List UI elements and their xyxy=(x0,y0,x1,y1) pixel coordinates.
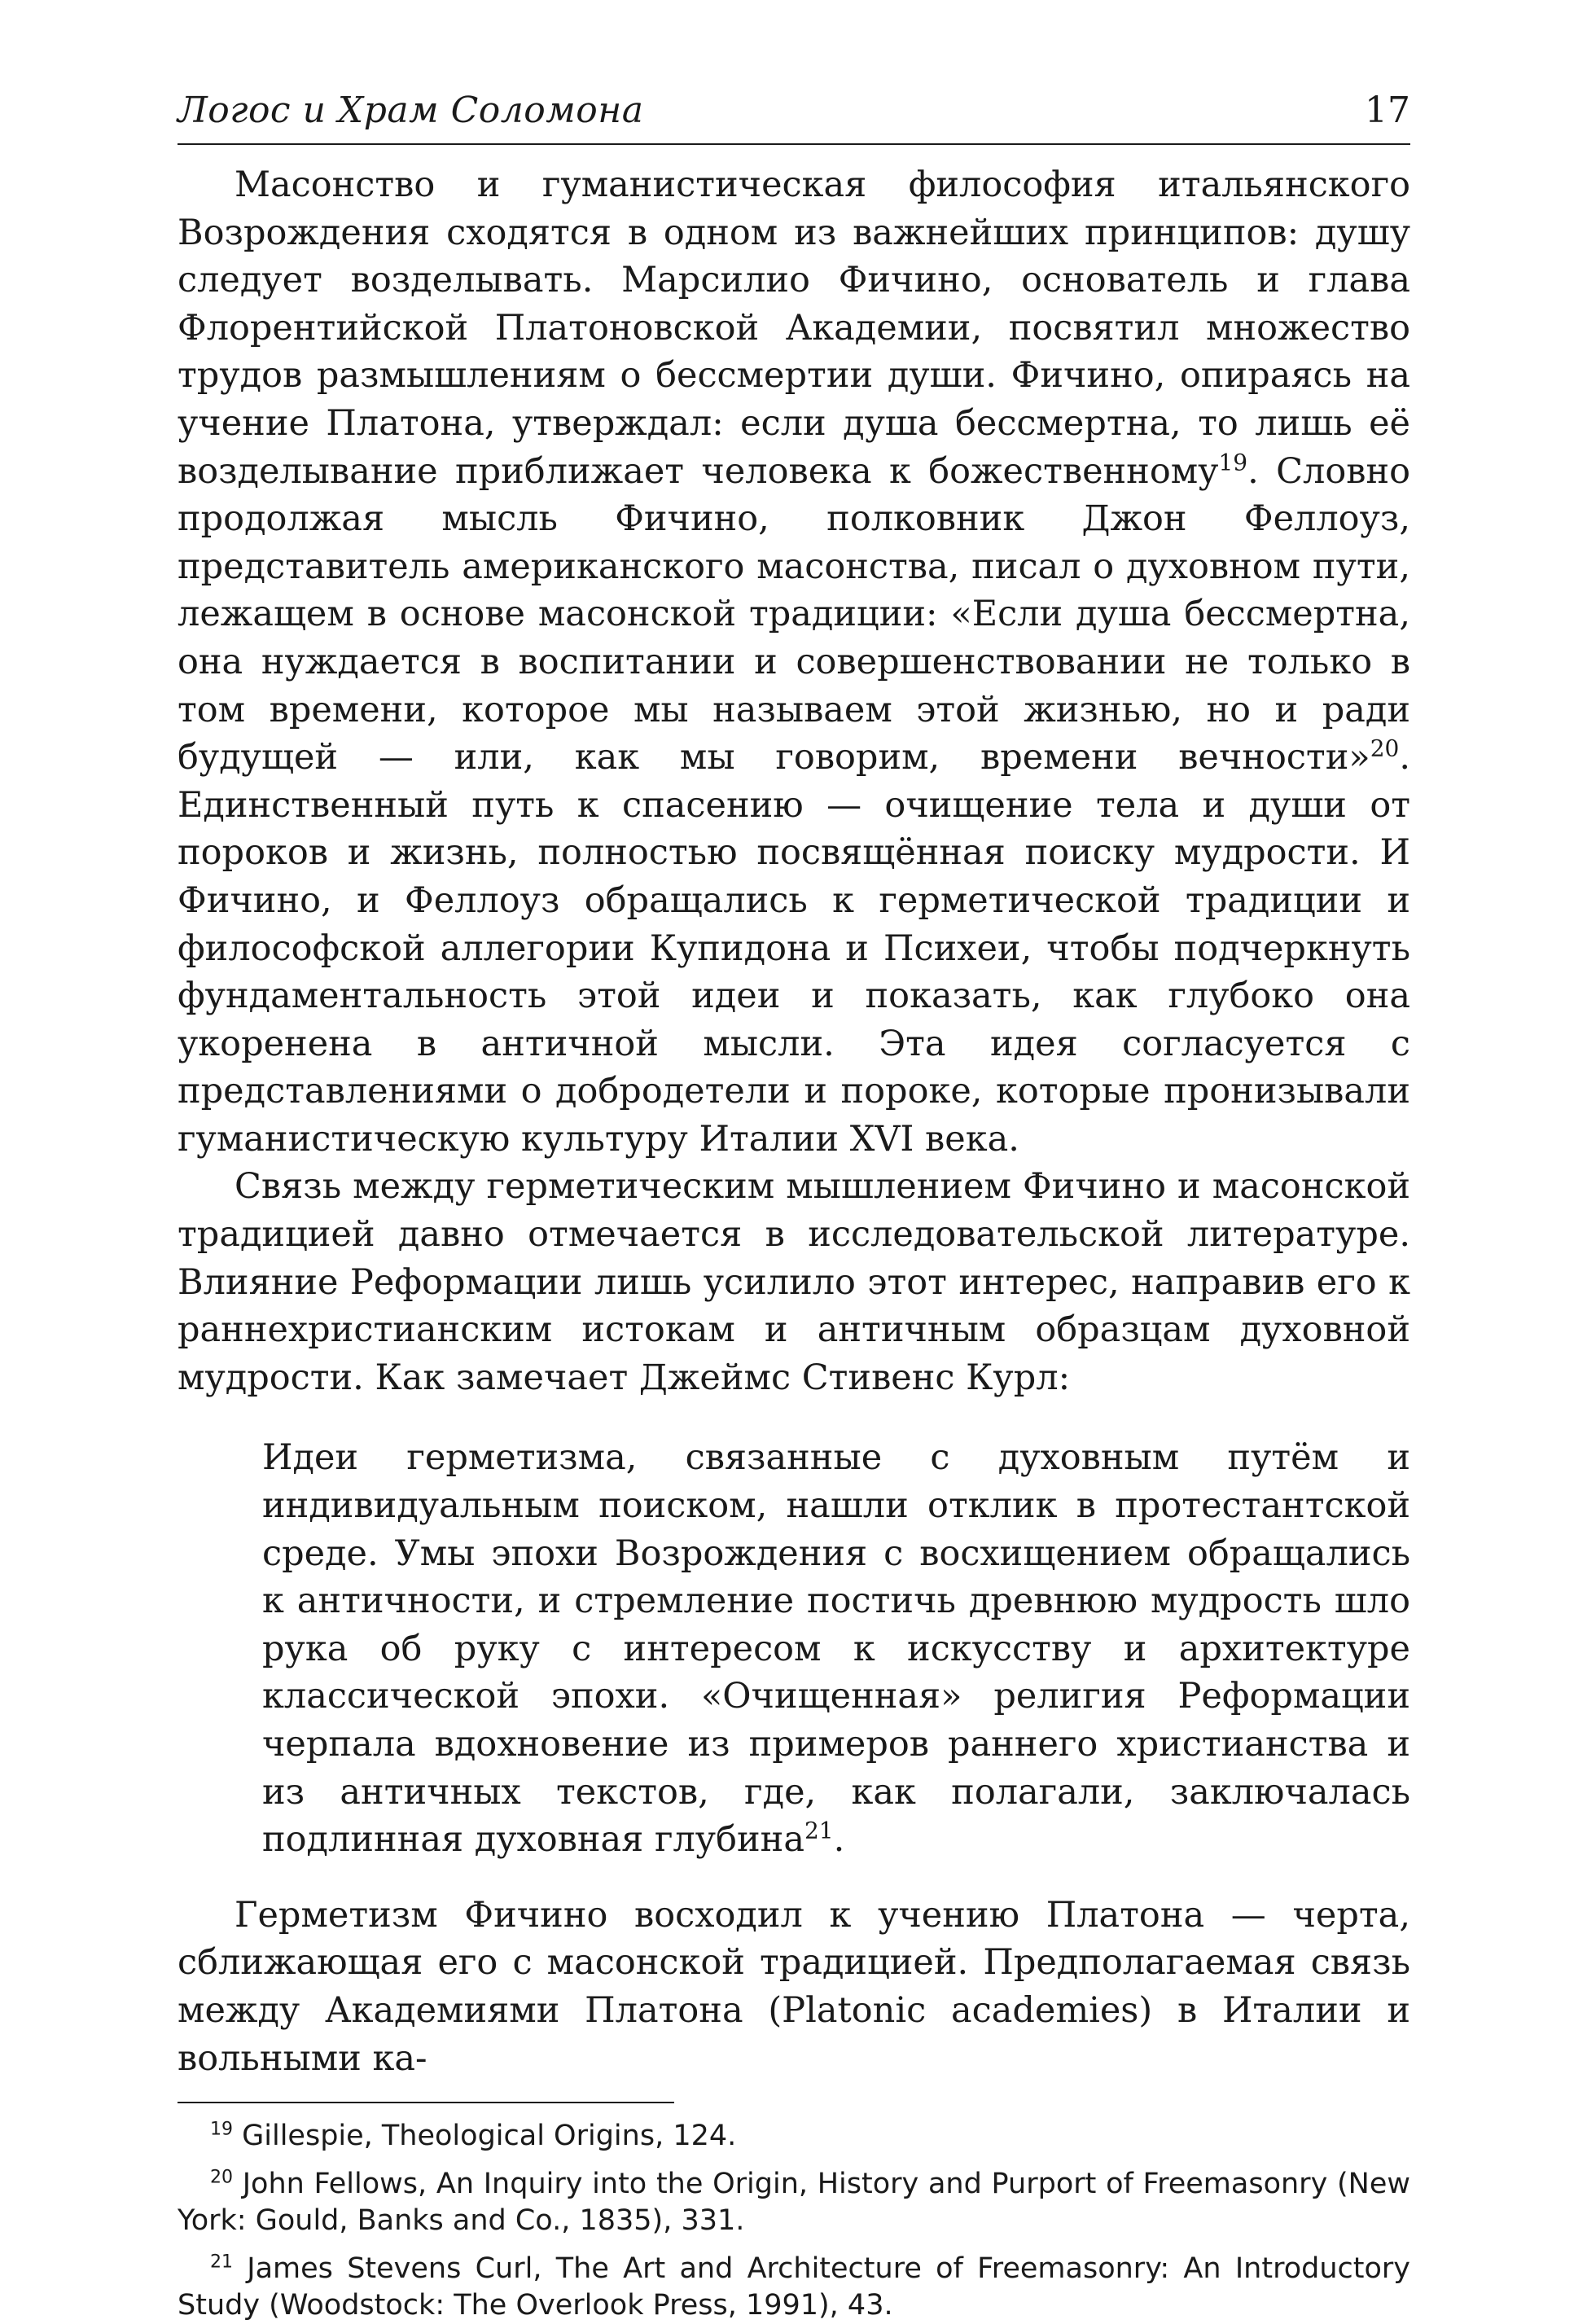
footnote-ref-21: 21 xyxy=(804,1817,834,1844)
paragraph-3: Герметизм Фичино восходил к учению Платона — черта, сближающая его с масонской традицией. Предполагаемая связь между Академиями Платона (Platonic academies) в Италии и вольными ка- xyxy=(178,1894,1410,2079)
footnotes xyxy=(178,2118,1410,2324)
footnote-number: 19 xyxy=(210,2119,233,2140)
running-header xyxy=(178,88,1410,145)
paragraph-1-part-1: Масонство и гуманистическая философия итальянского Возрождения сходятся в одном из важнейших принципов: душу следует возделывать. Марсилио Фичино, основатель и глава Флорентийской Платоновской Академии, посвятил множество трудов размышлениям о бессмертии души. Фичино, опираясь на учение Платона, утверждал: если душа бессмертна, то лишь её возделывание приближает человека к божественному xyxy=(178,164,1410,492)
page-number: 17 xyxy=(1365,90,1410,131)
footnote-number: 20 xyxy=(210,2167,233,2188)
body-text-continued xyxy=(178,1892,1410,2082)
footnote-number: 21 xyxy=(210,2252,233,2273)
footnote-21 xyxy=(178,2251,1410,2324)
block-quote xyxy=(262,1434,1410,1863)
footnote-ref-20: 20 xyxy=(1370,734,1400,762)
running-title: Логос и Храм Соломона xyxy=(178,90,644,131)
footnote-ref-19: 19 xyxy=(1218,449,1248,476)
paragraph-1-part-2: . Словно продолжая мысль Фичино, полковник Джон Феллоуз, представитель американского масонства, писал о духовном пути, лежащем в основе масонской традиции: «Если душа бессмертна, она нуждается в воспитании и совершенствовании не только в том времени, которое мы называем этой жизнью, но и ради будущей — или, как мы говорим, времени вечности» xyxy=(178,450,1410,778)
block-quote-end: . xyxy=(833,1819,845,1861)
footnote-divider xyxy=(178,2102,674,2103)
footnote-text: James Stevens Curl, The Art and Architecture of Freemasonry: An Introductory Study (Woodstock: The Overlook Press, 1991), 43. xyxy=(178,2252,1410,2322)
footnote-text: John Fellows, An Inquiry into the Origin, History and Purport of Freemasonry (New York: Gould, Banks and Co., 1835), 331. xyxy=(178,2168,1410,2238)
footnote-20 xyxy=(178,2166,1410,2239)
footnote-19 xyxy=(178,2118,1410,2155)
paragraph-2: Связь между герметическим мышлением Фичино и масонской традицией давно отмечается в исследовательской литературе. Влияние Реформации лишь усилило этот интерес, направив его к раннехристианским истокам и античным образцам духовной мудрости. Как замечает Джеймс Стивенс Курл: xyxy=(178,1166,1410,1398)
paragraph-1-part-3: . Единственный путь к спасению — очищение тела и души от пороков и жизнь, полностью посвящённая поиску мудрости. И Фичино, и Феллоуз обращались к герметической традиции и философской аллегории Купидона и Психеи, чтобы подчеркнуть фундаментальность этой идеи и показать, как глубоко она укоренена в античной мысли. Эта идея согласуется с представлениями о добродетели и пороке, которые пронизывали гуманистическую культуру Италии XVI века. xyxy=(178,737,1410,1160)
book-page xyxy=(178,88,1410,2322)
footnote-text: Gillespie, Theological Origins, 124. xyxy=(242,2120,737,2153)
block-quote-text: Идеи герметизма, связанные с духовным путём и индивидуальным поиском, нашли отклик в протестантской среде. Умы эпохи Возрождения с восхищением обращались к античности, и стремление постичь древнюю мудрость шло рука об руку с интересом к искусству и архитектуре классической эпохи. «Очищенная» религия Реформации черпала вдохновение из примеров раннего христианства и из античных текстов, где, как полагали, заключалась подлинная духовная глубина xyxy=(262,1437,1410,1861)
paragraph-1 xyxy=(178,161,1410,1163)
body-text xyxy=(178,161,1410,1401)
